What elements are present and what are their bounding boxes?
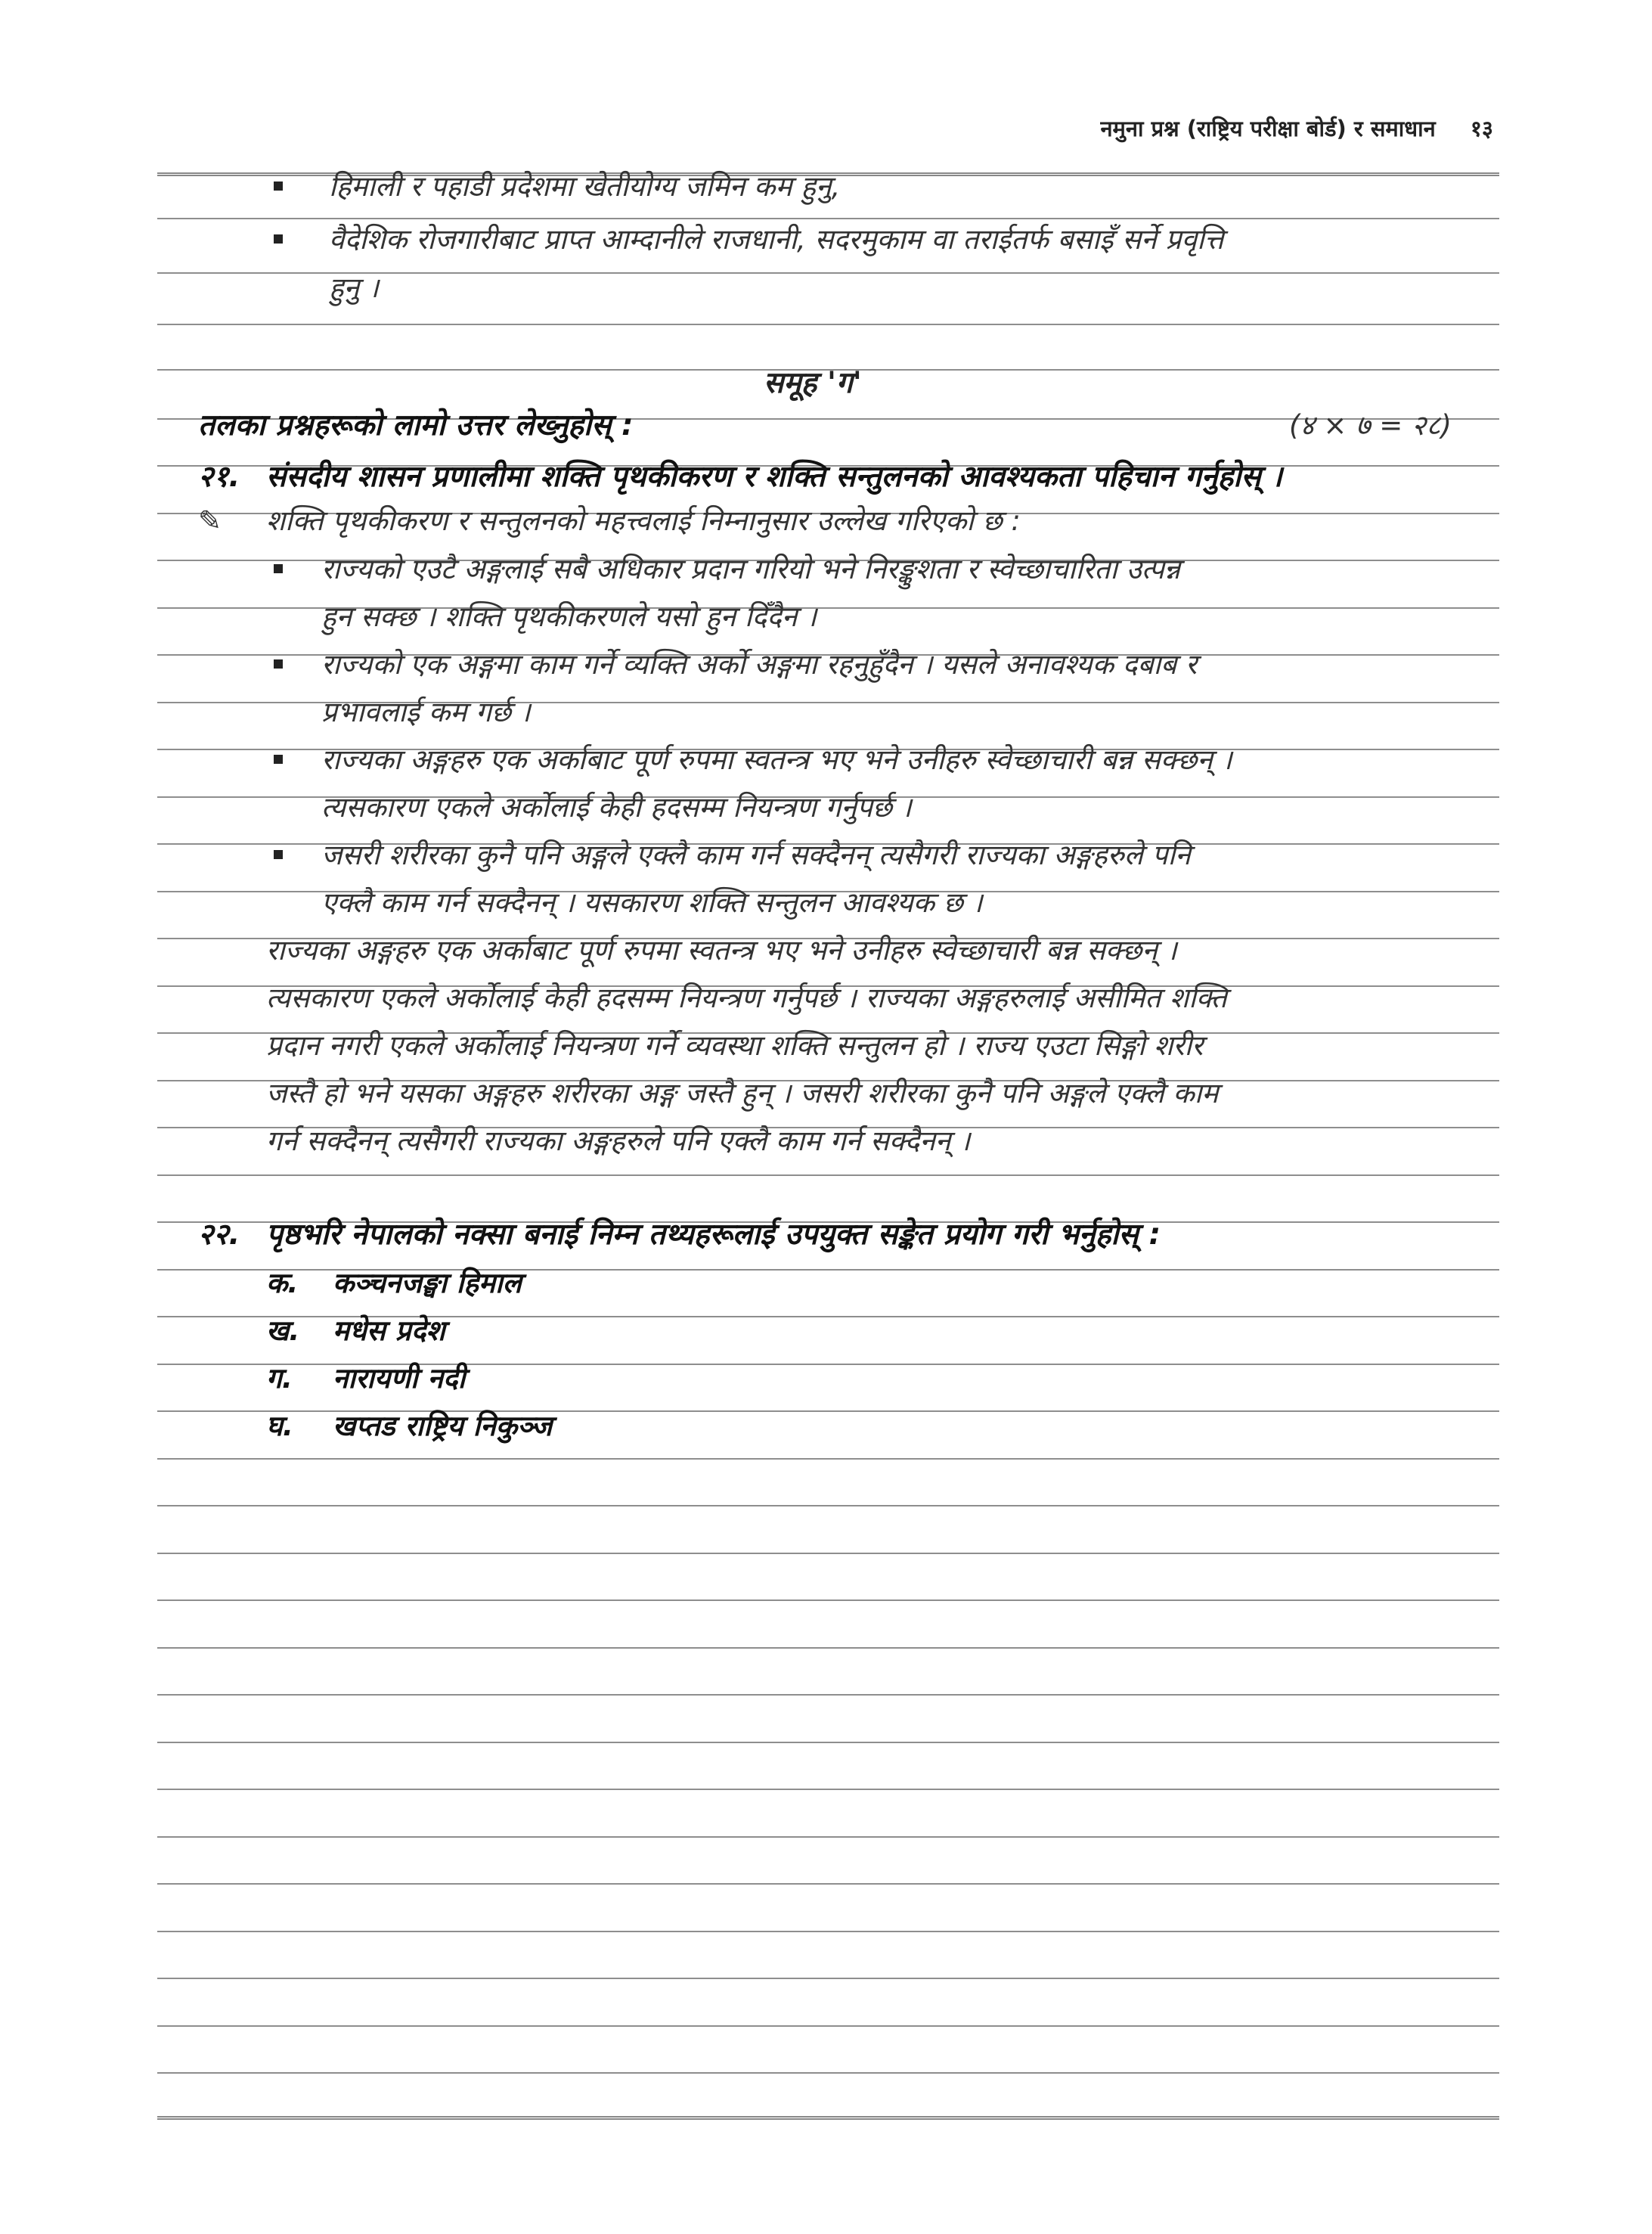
ruled-line	[157, 1883, 1499, 1885]
q21-paragraph-line-5: गर्न सक्दैनन् त्यसैगरी राज्यका अङ्गहरुले पनि एक्लै काम गर्न सक्दैनन् ।	[266, 1125, 971, 1157]
group-title: समूह 'ग'	[764, 366, 862, 400]
ruled-line	[157, 2072, 1499, 2074]
ruled-line	[157, 324, 1499, 325]
q22-item-text: नारायणी नदी	[333, 1362, 466, 1395]
q21-bullet-3-line-2: त्यसकारण एकले अर्कोलाई केही हदसम्म नियन्त्रण गर्नुपर्छ ।	[321, 791, 912, 824]
q22-item-text: मधेस प्रदेश	[333, 1314, 445, 1347]
ruled-line	[157, 218, 1499, 219]
q21-paragraph-line-1: राज्यका अङ्गहरु एक अर्काबाट पूर्ण रुपमा स्वतन्त्र भए भने उनीहरु स्वेच्छाचारी बन्न सक्छन् ।	[266, 934, 1177, 967]
q22-question: पृष्ठभरि नेपालको नक्सा बनाई निम्न तथ्यहरूलाई उपयुक्त सङ्केत प्रयोग गरी भर्नुहोस् :	[266, 1218, 1161, 1252]
ruled-line	[157, 1978, 1499, 1979]
ruled-line	[157, 2116, 1499, 2120]
q21-paragraph-line-4: जस्तै हो भने यसका अङ्गहरु शरीरका अङ्ग जस्तै हुन् । जसरी शरीरका कुनै पनि अङ्गले एक्लै काम	[266, 1077, 1219, 1109]
ruled-line	[157, 2025, 1499, 2027]
q22-item-label: क.	[266, 1267, 299, 1299]
top-bullet-2: वैदेशिक रोजगारीबाट प्राप्त आम्दानीले राजधानी, सदरमुकाम वा तराईतर्फ बसाइँ सर्ने प्रवृत्ति	[329, 223, 1224, 256]
ruled-line	[157, 1931, 1499, 1932]
bullet-marker	[274, 234, 283, 244]
q21-bullet-2-line-2: प्रभावलाई कम गर्छ ।	[321, 696, 531, 728]
q21-bullet-4-line-2: एक्लै काम गर्न सक्दैनन् । यसकारण शक्ति सन्तुलन आवश्यक छ ।	[321, 886, 983, 919]
ruled-line	[157, 1694, 1499, 1696]
header-title: नमुना प्रश्न (राष्ट्रिय परीक्षा बोर्ड) र समाधान	[1100, 116, 1436, 141]
bullet-marker	[274, 182, 283, 191]
ruled-line	[157, 1553, 1499, 1554]
ruled-line	[157, 1174, 1499, 1176]
q21-bullet-2-line-1: राज्यको एक अङ्गमा काम गर्ने व्यक्ति अर्को अङ्गमा रहनुहुँदैन । यसले अनावश्यक दबाब र	[321, 648, 1198, 681]
bullet-marker	[274, 850, 283, 859]
group-instruction: तलका प्रश्नहरूको लामो उत्तर लेख्नुहोस् :	[198, 408, 634, 442]
group-marks: (४ × ७ = २८)	[1289, 409, 1452, 442]
bullet-marker	[274, 659, 283, 669]
answer-pen-icon: ✎	[198, 504, 222, 537]
q22-item-text: कञ्चनजङ्घा हिमाल	[333, 1267, 522, 1299]
q21-bullet-1-line-1: राज्यको एउटै अङ्गलाई सबै अधिकार प्रदान गरियो भने निरङ्कुशता र स्वेच्छाचारिता उत्पन्न	[321, 553, 1180, 585]
ruled-line	[157, 1836, 1499, 1838]
page-number: १३	[1470, 116, 1493, 141]
q22-item-label: घ.	[266, 1410, 293, 1442]
q21-bullet-4-line-1: जसरी शरीरका कुनै पनि अङ्गले एक्लै काम गर्न सक्दैनन् त्यसैगरी राज्यका अङ्गहरुले पनि	[321, 839, 1191, 871]
ruled-line	[157, 1599, 1499, 1601]
bullet-marker	[274, 755, 283, 764]
q21-bullet-1-line-2: हुन सक्छ । शक्ति पृथकीकरणले यसो हुन दिँदैन ।	[321, 600, 817, 633]
q21-bullet-3-line-1: राज्यका अङ्गहरु एक अर्काबाट पूर्ण रुपमा स्वतन्त्र भए भने उनीहरु स्वेच्छाचारी बन्न सक्छन् ।	[321, 743, 1232, 776]
q21-intro: शक्ति पृथकीकरण र सन्तुलनको महत्त्वलाई निम्नानुसार उल्लेख गरिएको छ :	[266, 504, 1021, 537]
ruled-line	[157, 1647, 1499, 1649]
q21-paragraph-line-2: त्यसकारण एकले अर्कोलाई केही हदसम्म नियन्त्रण गर्नुपर्छ । राज्यका अङ्गहरुलाई असीमित शक्ति	[266, 982, 1227, 1014]
bullet-marker	[274, 564, 283, 573]
q22-number: २२.	[198, 1218, 240, 1252]
ruled-line	[157, 1458, 1499, 1460]
top-bullet-1: हिमाली र पहाडी प्रदेशमा खेतीयोग्य जमिन कम हुनु,	[329, 170, 841, 203]
top-bullet-2-cont: हुनु ।	[329, 271, 379, 304]
q22-item-text: खप्तड राष्ट्रिय निकुञ्ज	[333, 1410, 553, 1442]
q22-item-label: ग.	[266, 1362, 293, 1395]
q21-question: संसदीय शासन प्रणालीमा शक्ति पृथकीकरण र शक्ति सन्तुलनको आवश्यकता पहिचान गर्नुहोस् ।	[266, 460, 1283, 494]
q21-number: २१.	[198, 460, 240, 494]
ruled-line	[157, 1742, 1499, 1743]
q21-paragraph-line-3: प्रदान नगरी एकले अर्कोलाई नियन्त्रण गर्ने व्यवस्था शक्ति सन्तुलन हो । राज्य एउटा सिङ्गो शरीर	[266, 1029, 1204, 1062]
ruled-line	[157, 1789, 1499, 1790]
ruled-line	[157, 1505, 1499, 1506]
q22-item-label: ख.	[266, 1314, 300, 1347]
